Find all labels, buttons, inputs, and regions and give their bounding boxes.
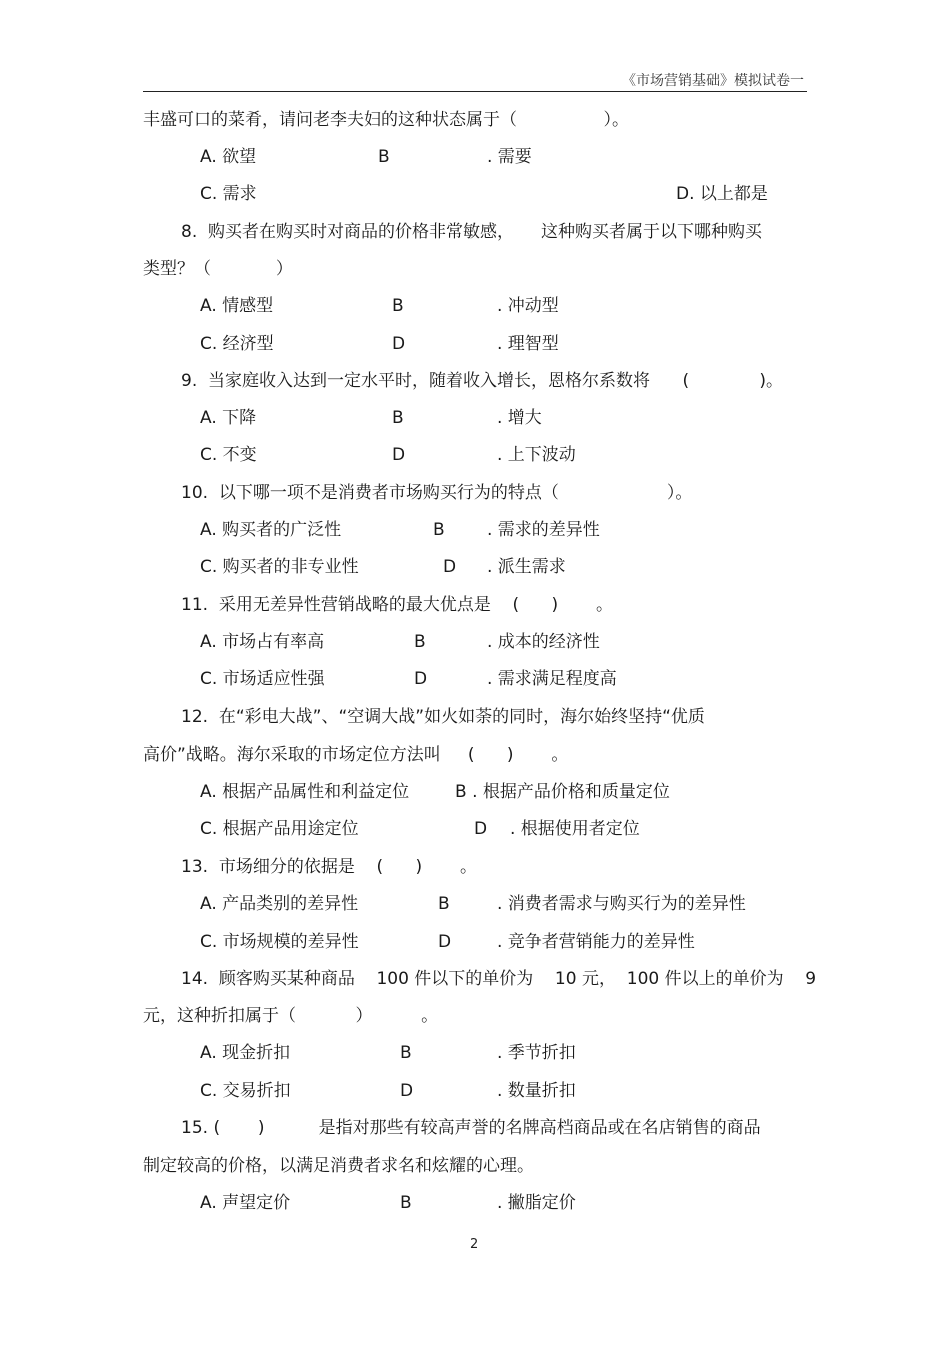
option-d: D — [392, 334, 406, 354]
option-b: B . 根据产品价格和质量定位 — [455, 782, 670, 802]
option-d-text: . 数量折扣 — [497, 1081, 576, 1101]
option-c: C. 交易折扣 — [200, 1081, 291, 1101]
option-b-text: . 成本的经济性 — [487, 632, 600, 652]
option-a: A. 现金折扣 — [200, 1043, 291, 1063]
option-c: C. 根据产品用途定位 — [200, 819, 359, 839]
option-b: B — [392, 408, 404, 428]
option-d: D. 以上都是 — [676, 184, 768, 204]
running-header: 《市场营销基础》模拟试卷一 — [622, 73, 804, 89]
q15-line1: 15. ( ) 是指对那些有较高声誉的名牌高档商品或在名店销售的商品 — [181, 1118, 761, 1138]
option-b: B — [392, 296, 404, 316]
option-a: A. 市场占有率高 — [200, 632, 325, 652]
option-b: B — [400, 1193, 412, 1213]
option-d: D — [438, 932, 452, 952]
option-a: A. 情感型 — [200, 296, 274, 316]
option-d-text: . 竞争者营销能力的差异性 — [497, 932, 695, 952]
option-c: C. 市场规模的差异性 — [200, 932, 359, 952]
option-a: A. 下降 — [200, 408, 257, 428]
q8-line2: 类型？（ ） — [143, 259, 293, 279]
option-b-text: . 需要 — [487, 147, 532, 167]
option-d: D — [392, 445, 406, 465]
option-b-text: . 需求的差异性 — [487, 520, 600, 540]
page-number: 2 — [470, 1237, 479, 1252]
option-d-text: . 需求满足程度高 — [487, 669, 617, 689]
q12-line1: 12. 在“彩电大战”、“空调大战”如火如荼的同时，海尔始终坚持“优质 — [181, 707, 705, 727]
option-c: C. 需求 — [200, 184, 257, 204]
option-a: A. 购买者的广泛性 — [200, 520, 342, 540]
option-b-text: . 季节折扣 — [497, 1043, 576, 1063]
option-d: D — [414, 669, 428, 689]
option-d: D — [443, 557, 457, 577]
option-d: D — [474, 819, 488, 839]
option-b-text: . 撇脂定价 — [497, 1193, 576, 1213]
q14-line2: 元，这种折扣属于（ ） 。 — [143, 1006, 439, 1026]
header-rule — [143, 91, 807, 92]
option-d-text: . 上下波动 — [497, 445, 576, 465]
q14-line1: 14. 顾客购买某种商品 100 件以下的单价为 10 元， 100 件以上的单价为 9 — [181, 969, 817, 989]
option-b: B — [433, 520, 445, 540]
option-a: A. 产品类别的差异性 — [200, 894, 359, 914]
q13: 13. 市场细分的依据是 ( ) 。 — [181, 857, 477, 877]
option-c: C. 市场适应性强 — [200, 669, 325, 689]
option-b-text: . 冲动型 — [497, 296, 559, 316]
option-c: C. 购买者的非专业性 — [200, 557, 359, 577]
option-b-text: . 消费者需求与购买行为的差异性 — [497, 894, 746, 914]
q11: 11. 采用无差异性营销战略的最大优点是 ( ) 。 — [181, 595, 613, 615]
option-d-text: . 根据使用者定位 — [510, 819, 640, 839]
option-d-text: . 派生需求 — [487, 557, 566, 577]
option-d-text: . 理智型 — [497, 334, 559, 354]
option-a: A. 声望定价 — [200, 1193, 291, 1213]
option-b: B — [438, 894, 450, 914]
option-b-text: . 增大 — [497, 408, 542, 428]
option-b: B — [400, 1043, 412, 1063]
q12-line2: 高价”战略。海尔采取的市场定位方法叫 ( ) 。 — [143, 745, 569, 765]
q8-line1: 8. 购买者在购买时对商品的价格非常敏感， 这种购买者属于以下哪种购买 — [181, 222, 763, 242]
q7-continuation: 丰盛可口的菜肴，请问老李夫妇的这种状态属于（ ）。 — [143, 110, 629, 130]
option-b: B — [414, 632, 426, 652]
option-a: A. 根据产品属性和利益定位 — [200, 782, 410, 802]
option-c: C. 不变 — [200, 445, 257, 465]
option-b: B — [378, 147, 390, 167]
q15-line2: 制定较高的价格，以满足消费者求名和炫耀的心理。 — [143, 1156, 534, 1176]
option-c: C. 经济型 — [200, 334, 274, 354]
option-a: A. 欲望 — [200, 147, 257, 167]
q9: 9. 当家庭收入达到一定水平时，随着收入增长，恩格尔系数将 ( )。 — [181, 371, 783, 391]
q10: 10. 以下哪一项不是消费者市场购买行为的特点（ ）。 — [181, 483, 693, 503]
option-d: D — [400, 1081, 414, 1101]
